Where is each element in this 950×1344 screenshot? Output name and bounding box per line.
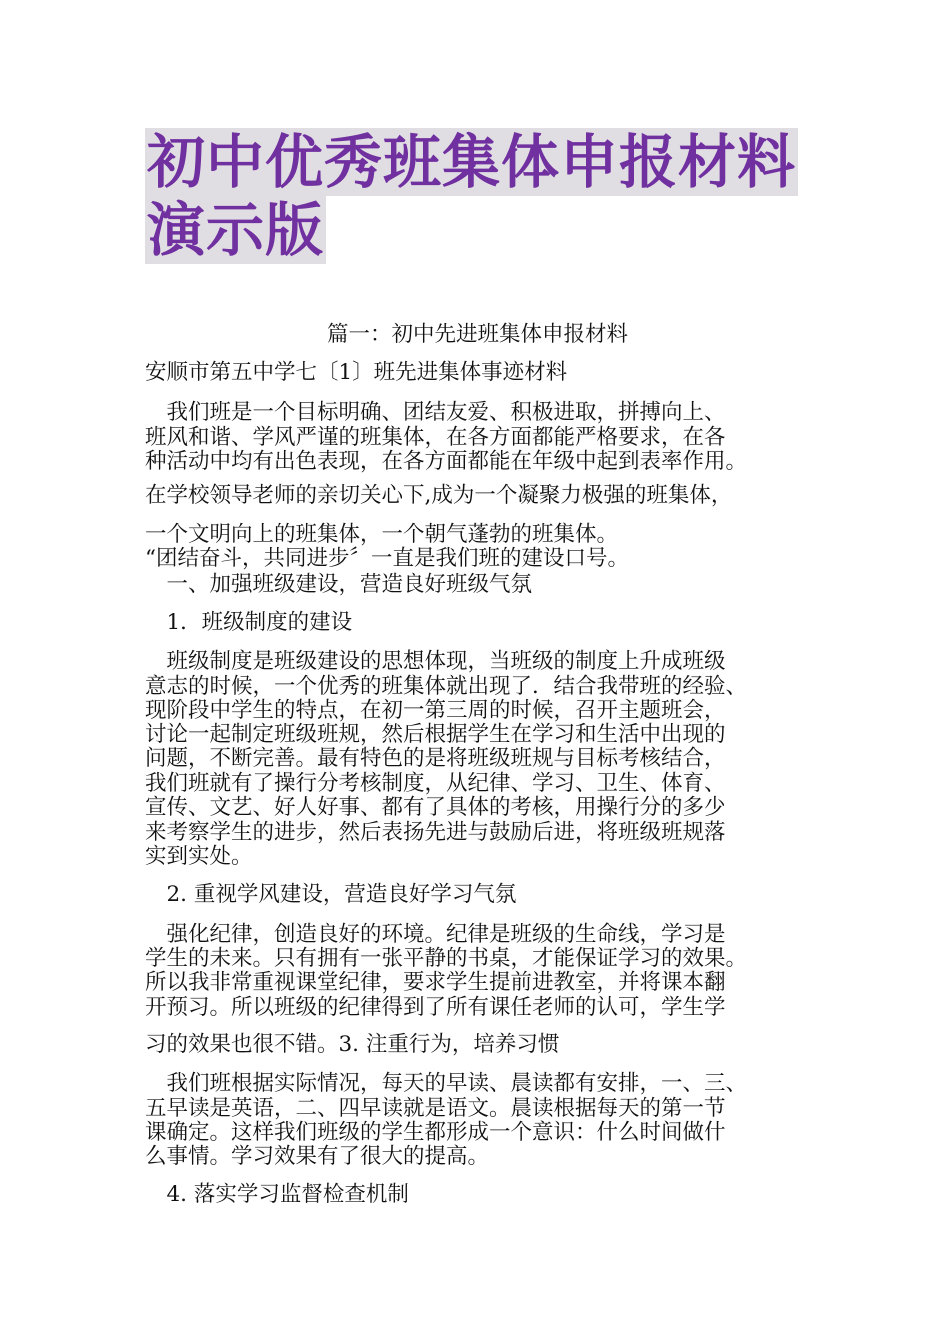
- paragraph-line: 习的效果也很不错。3. 注重行为，培养习惯: [145, 1032, 560, 1057]
- paragraph-line: 问题，不断完善。最有特色的是将班级班规与目标考核结合，: [145, 746, 726, 771]
- paragraph-line: 一个文明向上的班集体，一个朝气蓬勃的班集体。: [145, 522, 619, 547]
- paragraph-line: 讨论一起制定班级班规，然后根据学生在学习和生活中出现的: [145, 722, 726, 747]
- paragraph-line: 么事情。学习效果有了很大的提高。: [145, 1144, 490, 1169]
- paragraph-line: 强化纪律，创造良好的环境。纪律是班级的生命线，学习是: [145, 922, 726, 947]
- paragraph-line: 学生的未来。只有拥有一张平静的书桌，才能保证学习的效果。: [145, 946, 748, 971]
- paragraph-line: 我们班根据实际情况，每天的早读、晨读都有安排，一、三、: [145, 1071, 748, 1096]
- title-line-2: 演示版: [147, 196, 325, 264]
- subsection-heading-4: 4. 落实学习监督检查机制: [145, 1182, 409, 1207]
- subsection-heading-1: 1．班级制度的建设: [145, 610, 353, 635]
- document-title: [145, 128, 825, 264]
- subheading: 安顺市第五中学七〔1〕班先进集体事迹材料: [145, 360, 568, 385]
- section-heading-1: 一、加强班级建设，营造良好班级气氛: [145, 572, 533, 597]
- paragraph-line: “团结奋斗，共同进步〞一直是我们班的建设口号。: [145, 546, 629, 571]
- paragraph-line: 班风和谐、学风严谨的班集体，在各方面都能严格要求，在各: [145, 425, 726, 450]
- title-line-1: 初中优秀班集体申报材料: [147, 128, 797, 196]
- paragraph-line: 宣传、文艺、好人好事、都有了具体的考核，用操行分的多少: [145, 795, 726, 820]
- paragraph-line: 种活动中均有出色表现，在各方面都能在年级中起到表率作用。: [145, 449, 748, 474]
- paragraph-line: 我们班是一个目标明确、团结友爱、积极进取，拼搏向上、: [145, 400, 726, 425]
- paragraph-line: 来考察学生的进步，然后表扬先进与鼓励后进，将班级班规落: [145, 820, 726, 845]
- paragraph-line: 我们班就有了操行分考核制度，从纪律、学习、卫生、体育、: [145, 771, 726, 796]
- section-heading: 篇一：初中先进班集体申报材料: [326, 322, 628, 347]
- paragraph-line: 所以我非常重视课堂纪律，要求学生提前进教室，并将课本翻: [145, 970, 726, 995]
- paragraph-line: 课确定。这样我们班级的学生都形成一个意识：什么时间做什: [145, 1120, 726, 1145]
- paragraph-line: 开预习。所以班级的纪律得到了所有课任老师的认可，学生学: [145, 995, 726, 1020]
- paragraph-line: 意志的时候，一个优秀的班集体就出现了．结合我带班的经验、: [145, 674, 748, 699]
- paragraph-line: 实到实处。: [145, 844, 253, 869]
- paragraph-line: 现阶段中学生的特点，在初一第三周的时候，召开主题班会，: [145, 698, 726, 723]
- paragraph-line: 五早读是英语，二、四早读就是语文。晨读根据每天的第一节: [145, 1096, 726, 1121]
- paragraph-line: 在学校领导老师的亲切关心下,成为一个凝聚力极强的班集体，: [145, 483, 733, 508]
- paragraph-line: 班级制度是班级建设的思想体现，当班级的制度上升成班级: [145, 649, 726, 674]
- subsection-heading-2: 2. 重视学风建设，营造良好学习气氛: [145, 882, 517, 907]
